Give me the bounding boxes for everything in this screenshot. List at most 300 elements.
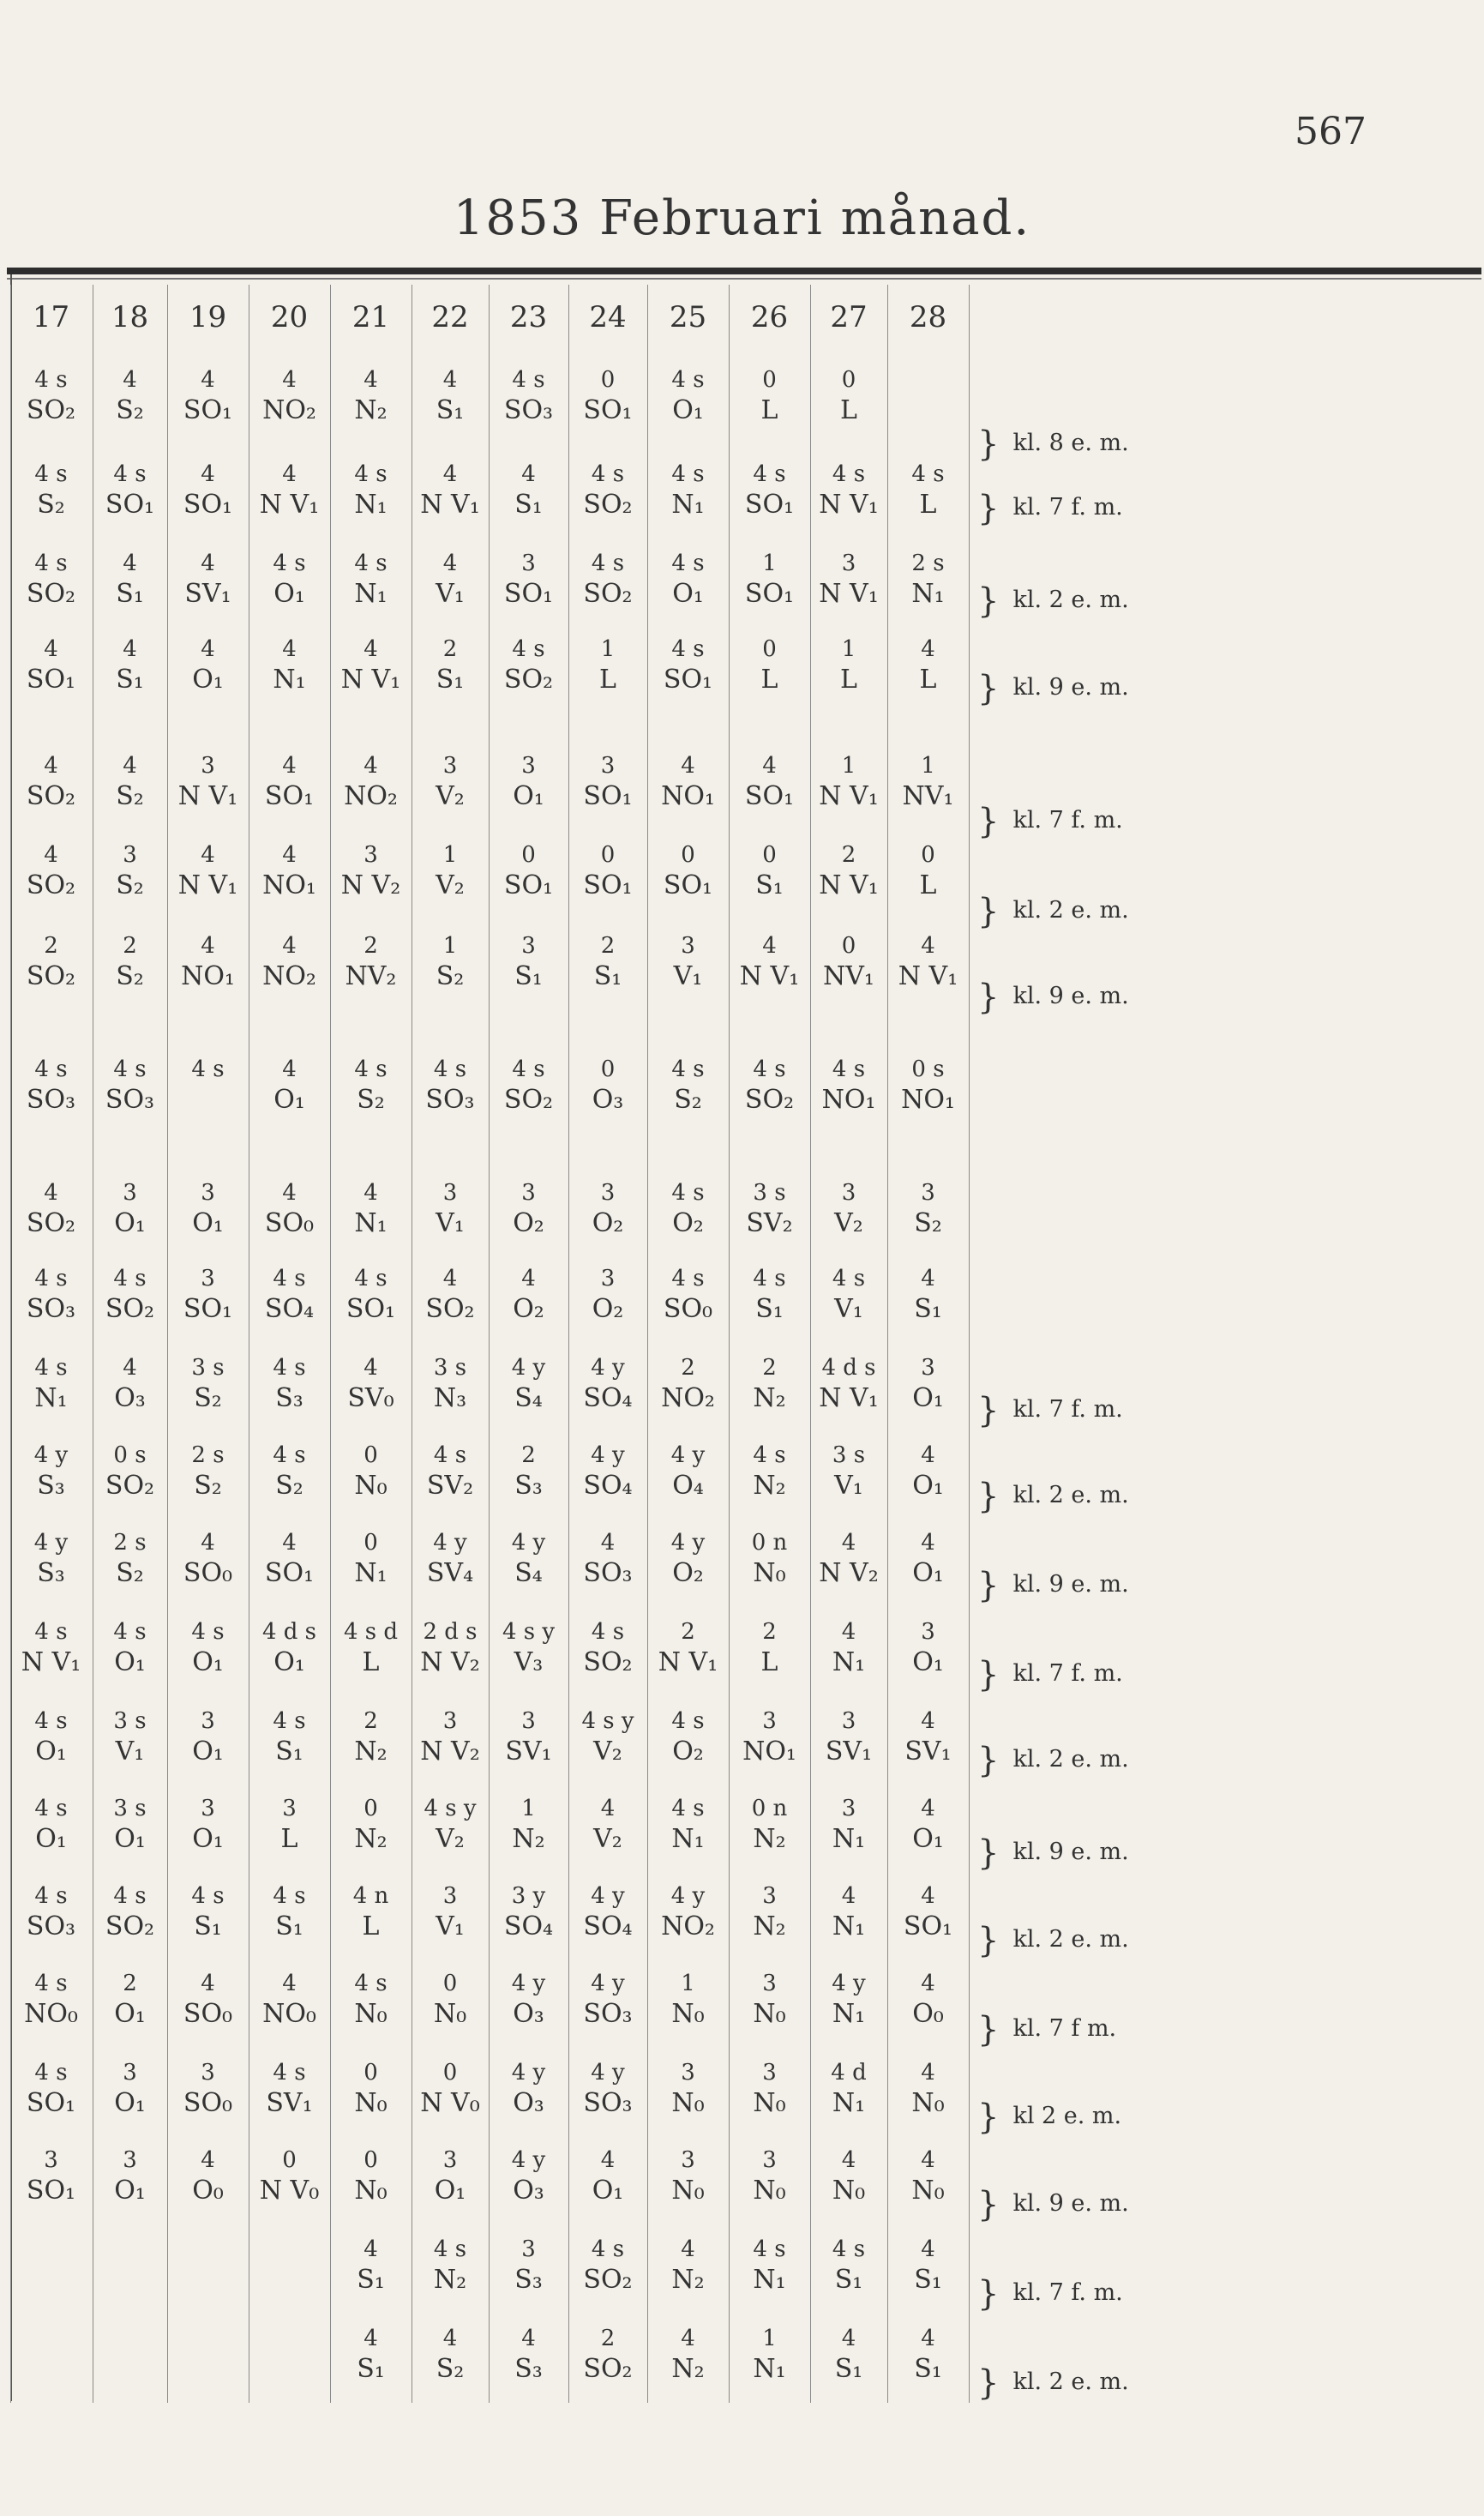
table-cell: [568, 2149, 647, 2204]
table-cell: [647, 638, 729, 693]
cloud-value: 4 s: [671, 1708, 705, 1734]
cloud-value: 3: [762, 1708, 777, 1734]
cloud-value: 4: [521, 2326, 536, 2351]
cloud-value: 4 s: [34, 1883, 68, 1909]
wind-value: O₁: [114, 2176, 146, 2206]
table-cell: [729, 1797, 810, 1852]
table-cell: [412, 552, 489, 607]
wind-value: SO₄: [503, 1911, 554, 1941]
table-cell: [330, 638, 412, 693]
wind-value: SV₁: [904, 1737, 952, 1767]
cloud-value: 4: [762, 933, 777, 959]
time-note-text: kl. 7 f. m.: [1012, 2279, 1123, 2306]
wind-value: V₂: [436, 1824, 465, 1854]
cloud-value: 4 s: [34, 551, 68, 576]
table-cell: [167, 2062, 249, 2116]
table-cell: [249, 369, 330, 424]
cloud-value: 4: [201, 461, 215, 487]
cloud-value: 3: [442, 1708, 458, 1734]
cloud-value: 4: [681, 2236, 695, 2262]
table-cell: [10, 1532, 92, 1586]
table-cell: [167, 1621, 249, 1676]
table-cell: [330, 844, 412, 899]
wind-value: SO₁: [744, 490, 795, 520]
cloud-value: 4 s: [832, 461, 866, 487]
wind-value: N₁: [671, 490, 705, 520]
wind-value: NO₁: [901, 1085, 955, 1115]
wind-value: O₁: [114, 1208, 146, 1238]
table-cell: [568, 638, 647, 693]
cloud-value: 4 y: [832, 1971, 866, 1996]
cloud-value: 3: [762, 1971, 777, 1996]
cloud-value: 3: [841, 1180, 856, 1206]
time-note-text: kl. 2 e. m.: [1012, 587, 1129, 613]
table-cell: [412, 2327, 489, 2382]
table-cell: [647, 844, 729, 899]
wind-value: O₁: [912, 1647, 944, 1677]
table-cell: [887, 1444, 969, 1499]
wind-value: NO₀: [262, 1999, 316, 2029]
cloud-value: 4 s: [273, 2060, 306, 2086]
table-cell: [810, 2238, 887, 2293]
cloud-value: 4: [282, 1180, 297, 1206]
wind-value: NO₂: [262, 395, 316, 425]
table-cell: [167, 1182, 249, 1237]
wind-value: N₂: [354, 1824, 388, 1854]
time-note-text: kl 2 e. m.: [1012, 2103, 1122, 2129]
wind-value: N₁: [832, 1911, 866, 1941]
table-cell: [93, 1621, 167, 1676]
wind-value: L: [760, 665, 778, 695]
cloud-value: 4 s: [671, 1180, 705, 1206]
cloud-value: 4: [921, 2326, 935, 2351]
cloud-value: 4: [123, 1355, 137, 1381]
table-cell: [330, 2238, 412, 2293]
wind-value: N₂: [671, 2265, 705, 2295]
cloud-value: 3: [841, 1708, 856, 1734]
wind-value: SV₁: [825, 1737, 873, 1767]
cloud-value: 4: [841, 1883, 856, 1909]
cloud-value: 4 s: [671, 1056, 705, 1082]
cloud-value: 3: [681, 2147, 695, 2173]
cloud-value: 4 s: [273, 1355, 306, 1381]
cloud-value: 0: [681, 842, 695, 868]
cloud-value: 4 d s: [261, 1619, 317, 1645]
table-cell: [647, 1444, 729, 1499]
table-cell: [568, 1885, 647, 1940]
wind-value: N₁: [753, 2265, 786, 2295]
wind-value: S₂: [914, 1208, 942, 1238]
brace-icon: }: [977, 489, 1000, 528]
table-cell: [249, 552, 330, 607]
cloud-value: 4: [841, 1530, 856, 1556]
table-cell: [647, 369, 729, 424]
table-cell: [810, 552, 887, 607]
cloud-value: 3: [521, 1708, 536, 1734]
cloud-value: 4: [921, 1266, 935, 1291]
table-cell: [167, 1357, 249, 1411]
day-header: 25: [669, 300, 707, 334]
table-cell: [93, 463, 167, 518]
table-cell: [568, 1182, 647, 1237]
wind-value: N V₁: [819, 870, 879, 900]
wind-value: O₂: [672, 1208, 704, 1238]
wind-value: V₁: [436, 579, 465, 609]
cloud-value: 4 s: [591, 1619, 625, 1645]
cloud-value: 3: [921, 1619, 935, 1645]
wind-value: S₂: [436, 961, 465, 991]
cloud-value: 3: [123, 1180, 137, 1206]
cloud-value: 3 s: [113, 1708, 147, 1734]
wind-value: S₁: [755, 870, 784, 900]
cloud-value: 4: [44, 1180, 58, 1206]
wind-value: SO₄: [583, 1911, 633, 1941]
wind-value: S₁: [116, 579, 144, 609]
table-cell: [887, 844, 969, 899]
table-cell: [568, 755, 647, 810]
table-cell: [412, 1182, 489, 1237]
wind-value: N₂: [433, 2265, 467, 2295]
cloud-value: 0: [762, 636, 777, 662]
brace-icon: }: [977, 2363, 1000, 2403]
cloud-value: 3: [363, 842, 378, 868]
wind-value: S₄: [514, 1558, 543, 1588]
wind-value: L: [280, 1824, 298, 1854]
wind-value: S₁: [834, 2265, 863, 2295]
cloud-value: 4: [363, 1180, 378, 1206]
wind-value: V₁: [834, 1471, 863, 1501]
time-note-text: kl. 2 e. m.: [1012, 1746, 1129, 1773]
cloud-value: 2: [762, 1619, 777, 1645]
wind-value: V₂: [834, 1208, 863, 1238]
day-header: 19: [189, 300, 227, 334]
cloud-value: 4 s: [591, 2236, 625, 2262]
time-note-text: kl. 7 f. m.: [1012, 807, 1123, 834]
table-cell: [93, 1058, 167, 1113]
cloud-value: 4 y: [591, 1442, 625, 1468]
cloud-value: 1: [762, 551, 777, 576]
cloud-value: 4: [201, 1530, 215, 1556]
table-cell: [10, 1710, 92, 1765]
table-cell: [93, 369, 167, 424]
cloud-value: 4: [921, 1796, 935, 1821]
wind-value: N V₁: [340, 665, 401, 695]
cloud-value: 4: [44, 753, 58, 779]
cloud-value: 4 s: [34, 1796, 68, 1821]
wind-value: SO₁: [183, 395, 233, 425]
time-note-text: kl. 8 e. m.: [1012, 430, 1129, 456]
table-cell: [647, 1058, 729, 1113]
table-cell: [810, 1357, 887, 1411]
table-cell: [167, 1972, 249, 2027]
table-cell: [249, 935, 330, 990]
brace-icon: }: [977, 1391, 1000, 1430]
table-cell: [729, 638, 810, 693]
wind-value: S₁: [357, 2265, 385, 2295]
wind-value: O₃: [513, 2176, 544, 2206]
cloud-value: 4: [442, 551, 458, 576]
table-cell: [729, 844, 810, 899]
cloud-value: 4 s d: [343, 1619, 399, 1645]
table-cell: [412, 755, 489, 810]
cloud-value: 0: [363, 1530, 378, 1556]
table-cell: [330, 755, 412, 810]
wind-value: N V₀: [259, 2176, 320, 2206]
wind-value: SO₁: [26, 2088, 76, 2118]
cloud-value: 3: [282, 1796, 297, 1821]
table-cell: [647, 552, 729, 607]
table-cell: [412, 2062, 489, 2116]
table-cell: [93, 1357, 167, 1411]
wind-value: O₁: [114, 1647, 146, 1677]
wind-value: S₁: [275, 1911, 303, 1941]
cloud-value: 4 y: [591, 1355, 625, 1381]
cloud-value: 4: [921, 2236, 935, 2262]
table-cell: [489, 1710, 568, 1765]
table-cell: [249, 1797, 330, 1852]
cloud-value: 4: [282, 1530, 297, 1556]
wind-value: SO₂: [583, 579, 633, 609]
cloud-value: 4 s y: [502, 1619, 556, 1645]
wind-value: N₁: [354, 490, 388, 520]
cloud-value: 4: [123, 753, 137, 779]
cloud-value: 2: [363, 1708, 378, 1734]
table-cell: [10, 638, 92, 693]
wind-value: N₂: [753, 1383, 786, 1413]
wind-value: O₁: [273, 579, 305, 609]
table-cell: [412, 2149, 489, 2204]
cloud-value: 4: [282, 461, 297, 487]
time-note-text: kl. 7 f. m.: [1012, 494, 1123, 521]
cloud-value: 4 s: [273, 1883, 306, 1909]
table-cell: [167, 844, 249, 899]
wind-value: N V₀: [420, 2088, 480, 2118]
cloud-value: 3: [44, 2147, 58, 2173]
table-cell: [810, 2149, 887, 2204]
cloud-value: 4: [762, 753, 777, 779]
table-cell: [330, 2327, 412, 2382]
cloud-value: 1: [762, 2326, 777, 2351]
cloud-value: 4: [363, 753, 378, 779]
cloud-value: 2: [841, 842, 856, 868]
table-cell: [729, 2149, 810, 2204]
cloud-value: 4 s: [354, 1971, 388, 1996]
table-cell: [167, 1885, 249, 1940]
time-note: [977, 1655, 1123, 1694]
wind-value: O₁: [192, 1824, 224, 1854]
wind-value: V₁: [436, 1911, 465, 1941]
cloud-value: 0: [600, 367, 616, 393]
table-cell: [729, 1058, 810, 1113]
table-cell: [10, 2149, 92, 2204]
cloud-value: 0: [762, 842, 777, 868]
cloud-value: 3: [841, 551, 856, 576]
table-cell: [167, 552, 249, 607]
wind-value: O₃: [592, 1085, 624, 1115]
wind-value: N₁: [354, 579, 388, 609]
time-note-text: kl. 7 f. m.: [1012, 1660, 1123, 1687]
wind-value: N V₂: [819, 1558, 879, 1588]
time-note-text: kl. 9 e. m.: [1012, 674, 1129, 701]
cloud-value: 3: [600, 1266, 616, 1291]
table-cell: [729, 1267, 810, 1322]
table-cell: [810, 1182, 887, 1237]
table-cell: [568, 2327, 647, 2382]
table-cell: [810, 1972, 887, 2027]
wind-value: SO₂: [26, 579, 76, 609]
wind-value: L: [362, 1647, 380, 1677]
table-cell: [412, 935, 489, 990]
table-cell: [810, 2327, 887, 2382]
table-cell: [93, 552, 167, 607]
wind-value: SV₁: [266, 2088, 313, 2118]
wind-value: NO₁: [181, 961, 235, 991]
wind-value: S₄: [514, 1383, 543, 1413]
cloud-value: 3: [201, 1266, 215, 1291]
table-cell: [330, 552, 412, 607]
cloud-value: 4 s: [273, 1442, 306, 1468]
cloud-value: 4 s: [753, 1442, 786, 1468]
table-cell: [93, 1885, 167, 1940]
cloud-value: 4 d s: [821, 1355, 876, 1381]
wind-value: N₀: [354, 1999, 388, 2029]
cloud-value: 4 s: [34, 1266, 68, 1291]
wind-value: N₁: [671, 1824, 705, 1854]
wind-value: SO₀: [183, 1999, 233, 2029]
cloud-value: 4 s: [34, 1971, 68, 1996]
cloud-value: 4: [201, 2147, 215, 2173]
day-header: 22: [431, 300, 469, 334]
cloud-value: 2: [600, 2326, 616, 2351]
cloud-value: 4 s: [34, 2060, 68, 2086]
cloud-value: 4 s: [753, 461, 786, 487]
cloud-value: 4: [282, 1056, 297, 1082]
time-note: [977, 1566, 1129, 1605]
table-cell: [887, 1357, 969, 1411]
wind-value: N V₂: [420, 1647, 480, 1677]
brace-icon: }: [977, 1921, 1000, 1960]
wind-value: SO₁: [183, 490, 233, 520]
table-cell: [489, 755, 568, 810]
table-cell: [167, 935, 249, 990]
table-cell: [810, 1885, 887, 1940]
table-cell: [412, 463, 489, 518]
table-cell: [249, 1532, 330, 1586]
wind-value: SO₂: [26, 1208, 76, 1238]
cloud-value: 4: [921, 636, 935, 662]
wind-value: V₂: [593, 1737, 622, 1767]
cloud-value: 4 s: [34, 1355, 68, 1381]
wind-value: N V₁: [739, 961, 800, 991]
cloud-value: 1: [921, 753, 935, 779]
cloud-value: 3: [201, 1708, 215, 1734]
wind-value: SO₂: [26, 395, 76, 425]
wind-value: N₁: [911, 579, 945, 609]
time-note: [977, 2363, 1129, 2403]
table-cell: [249, 1972, 330, 2027]
day-header: 20: [270, 300, 309, 334]
cloud-value: 4: [363, 636, 378, 662]
table-cell: [810, 1532, 887, 1586]
table-cell: [489, 2149, 568, 2204]
table-cell: [810, 1267, 887, 1322]
wind-value: SV₁: [184, 579, 231, 609]
cloud-value: 0 s: [113, 1442, 147, 1468]
wind-value: N₁: [354, 1208, 388, 1238]
cloud-value: 4: [363, 2326, 378, 2351]
cloud-value: 4 d: [831, 2060, 867, 2086]
table-cell: [489, 844, 568, 899]
cloud-value: 4: [921, 933, 935, 959]
wind-value: O₃: [513, 1999, 544, 2029]
cloud-value: 4 y: [670, 1883, 706, 1909]
header-rule-thin: [7, 278, 1481, 280]
cloud-value: 3: [681, 2060, 695, 2086]
cloud-value: 4: [442, 1266, 458, 1291]
cloud-value: 3: [442, 2147, 458, 2173]
brace-icon: }: [977, 424, 1000, 464]
table-cell: [568, 1972, 647, 2027]
wind-value: O₂: [672, 1558, 704, 1588]
cloud-value: 0: [282, 2147, 297, 2173]
time-note-text: kl. 9 e. m.: [1012, 1839, 1129, 1865]
wind-value: V₁: [115, 1737, 145, 1767]
table-cell: [167, 463, 249, 518]
time-note-text: kl. 7 f m.: [1012, 2015, 1117, 2042]
table-cell: [167, 1797, 249, 1852]
time-note: [977, 2185, 1129, 2224]
table-cell: [568, 1710, 647, 1765]
cloud-value: 4: [123, 367, 137, 393]
table-cell: [330, 935, 412, 990]
table-cell: [10, 463, 92, 518]
table-cell: [249, 463, 330, 518]
cloud-value: 2 d s: [423, 1619, 478, 1645]
table-cell: [887, 1532, 969, 1586]
wind-value: S₁: [436, 395, 465, 425]
wind-value: SO₁: [26, 665, 76, 695]
table-cell: [249, 2149, 330, 2204]
wind-value: SO₁: [503, 579, 554, 609]
wind-value: O₁: [912, 1824, 944, 1854]
table-cell: [887, 552, 969, 607]
table-cell: [887, 1797, 969, 1852]
table-cell: [93, 2062, 167, 2116]
table-cell: [729, 1621, 810, 1676]
page-number: 567: [1295, 110, 1367, 153]
wind-value: SO₃: [583, 1999, 633, 2029]
table-cell: [729, 1885, 810, 1940]
page-title: 1853 Februari månad.: [453, 190, 1031, 246]
table-cell: [810, 935, 887, 990]
wind-value: S₂: [116, 1558, 144, 1588]
table-cell: [647, 2327, 729, 2382]
cloud-value: 4 y: [511, 2060, 546, 2086]
wind-value: SO₄: [583, 1471, 633, 1501]
cloud-value: 0: [600, 1056, 616, 1082]
table-cell: [568, 2238, 647, 2293]
time-note-text: kl. 2 e. m.: [1012, 2369, 1129, 2395]
cloud-value: 0: [363, 1442, 378, 1468]
cloud-value: 0: [363, 2060, 378, 2086]
table-cell: [647, 1182, 729, 1237]
cloud-value: 0: [521, 842, 536, 868]
wind-value: N₀: [753, 2176, 786, 2206]
table-cell: [887, 2327, 969, 2382]
wind-value: SO₂: [583, 2354, 633, 2384]
cloud-value: 4 s: [113, 1266, 147, 1291]
wind-value: S₃: [514, 2265, 543, 2295]
